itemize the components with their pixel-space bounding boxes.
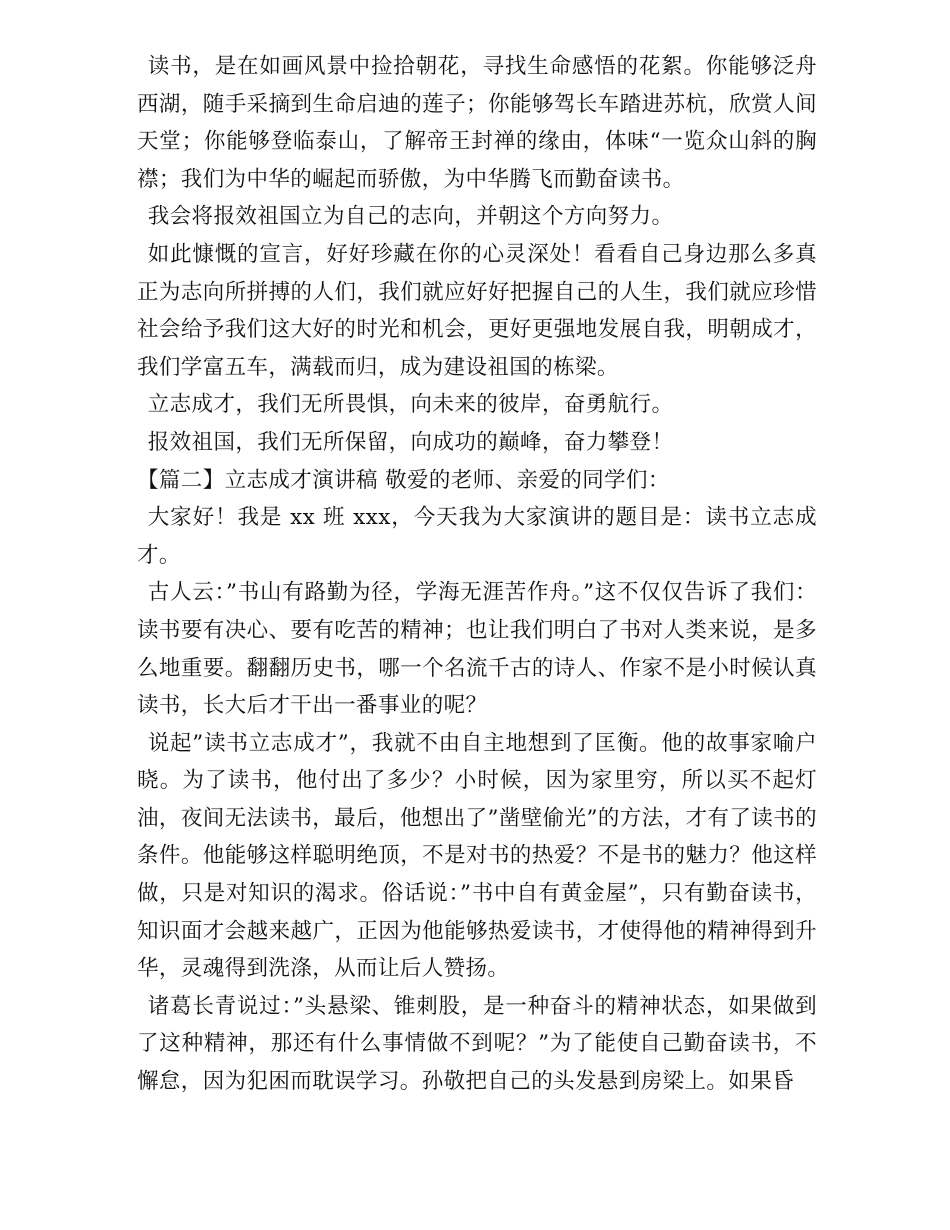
paragraph-ancient-saying: 古人云：”书山有路勤为径，学海无涯苦作舟。”这不仅仅告诉了我们：读书要有决心、要有吃苦的精神；也让我们明白了书对人类来说，是多么地重要。翻翻历史书，哪一个名流千古的诗人、作家不是小时候认真读书，长大后才干出一番事业的呢？ bbox=[137, 580, 817, 719]
paragraph-generous-declaration: 如此慷慨的宣言，好好珍藏在你的心灵深处！看看自己身边那么多真正为志向所拼搏的人们，我们就应好好把握自己的人生，我们就应珍惜社会给予我们这大好的时光和机会，更好更强地发展自我，明朝成才，我们学富五车，满载而归，成为建设祖国的栋梁。 bbox=[137, 241, 817, 380]
paragraph-zhuge-changqing: 诸葛长青说过：”头悬梁、锥刺股，是一种奋斗的精神状态，如果做到了这种精神，那还有什么事情做不到呢？”为了能使自己勤奋读书，不懈怠，因为犯困而耽误学习。孙敬把自己的头发悬到房梁上。如果昏 bbox=[137, 993, 817, 1095]
paragraph-patriotic-aspiration: 我会将报效祖国立为自己的志向，并朝这个方向努力。 bbox=[147, 204, 674, 230]
paragraph-fearless: 立志成才，我们无所畏惧，向未来的彼岸，奋勇航行。 bbox=[147, 392, 674, 418]
paragraph-serve-country: 报效祖国，我们无所保留，向成功的巅峰，奋力攀登！ bbox=[147, 429, 674, 455]
section-heading-part-two: 【篇二】立志成才演讲稿 敬爱的老师、亲爱的同学们： bbox=[137, 467, 670, 493]
paragraph-kuang-heng: 说起”读书立志成才”，我就不由自主地想到了匡衡。他的故事家喻户晓。为了读书，他付出了多少？小时候，因为家里穷，所以买不起灯油，夜间无法读书，最后，他想出了”凿壁偷光”的方法，才有了读书的条件。他能够这样聪明绝顶，不是对书的热爱？不是书的魅力？他这样做，只是对知识的渴求。俗话说：”书中自有黄金屋”，只有勤奋读书，知识面才会越来越广，正因为他能够热爱读书，才使得他的精神得到升华，灵魂得到洗涤，从而让后人赞扬。 bbox=[137, 730, 817, 982]
document-body bbox=[137, 48, 817, 1101]
paragraph-greeting: 大家好！我是 xx 班 xxx，今天我为大家演讲的题目是：读书立志成才。 bbox=[137, 505, 817, 568]
paragraph-reading-scenery: 读书，是在如画风景中捡拾朝花，寻找生命感悟的花絮。你能够泛舟西湖，随手采摘到生命启迪的莲子；你能够驾长车踏进苏杭，欣赏人间天堂；你能够登临泰山，了解帝王封禅的缘由，体味“一览众山斜的胸襟；我们为中华的崛起而骄傲，为中华腾飞而勤奋读书。 bbox=[137, 54, 817, 192]
